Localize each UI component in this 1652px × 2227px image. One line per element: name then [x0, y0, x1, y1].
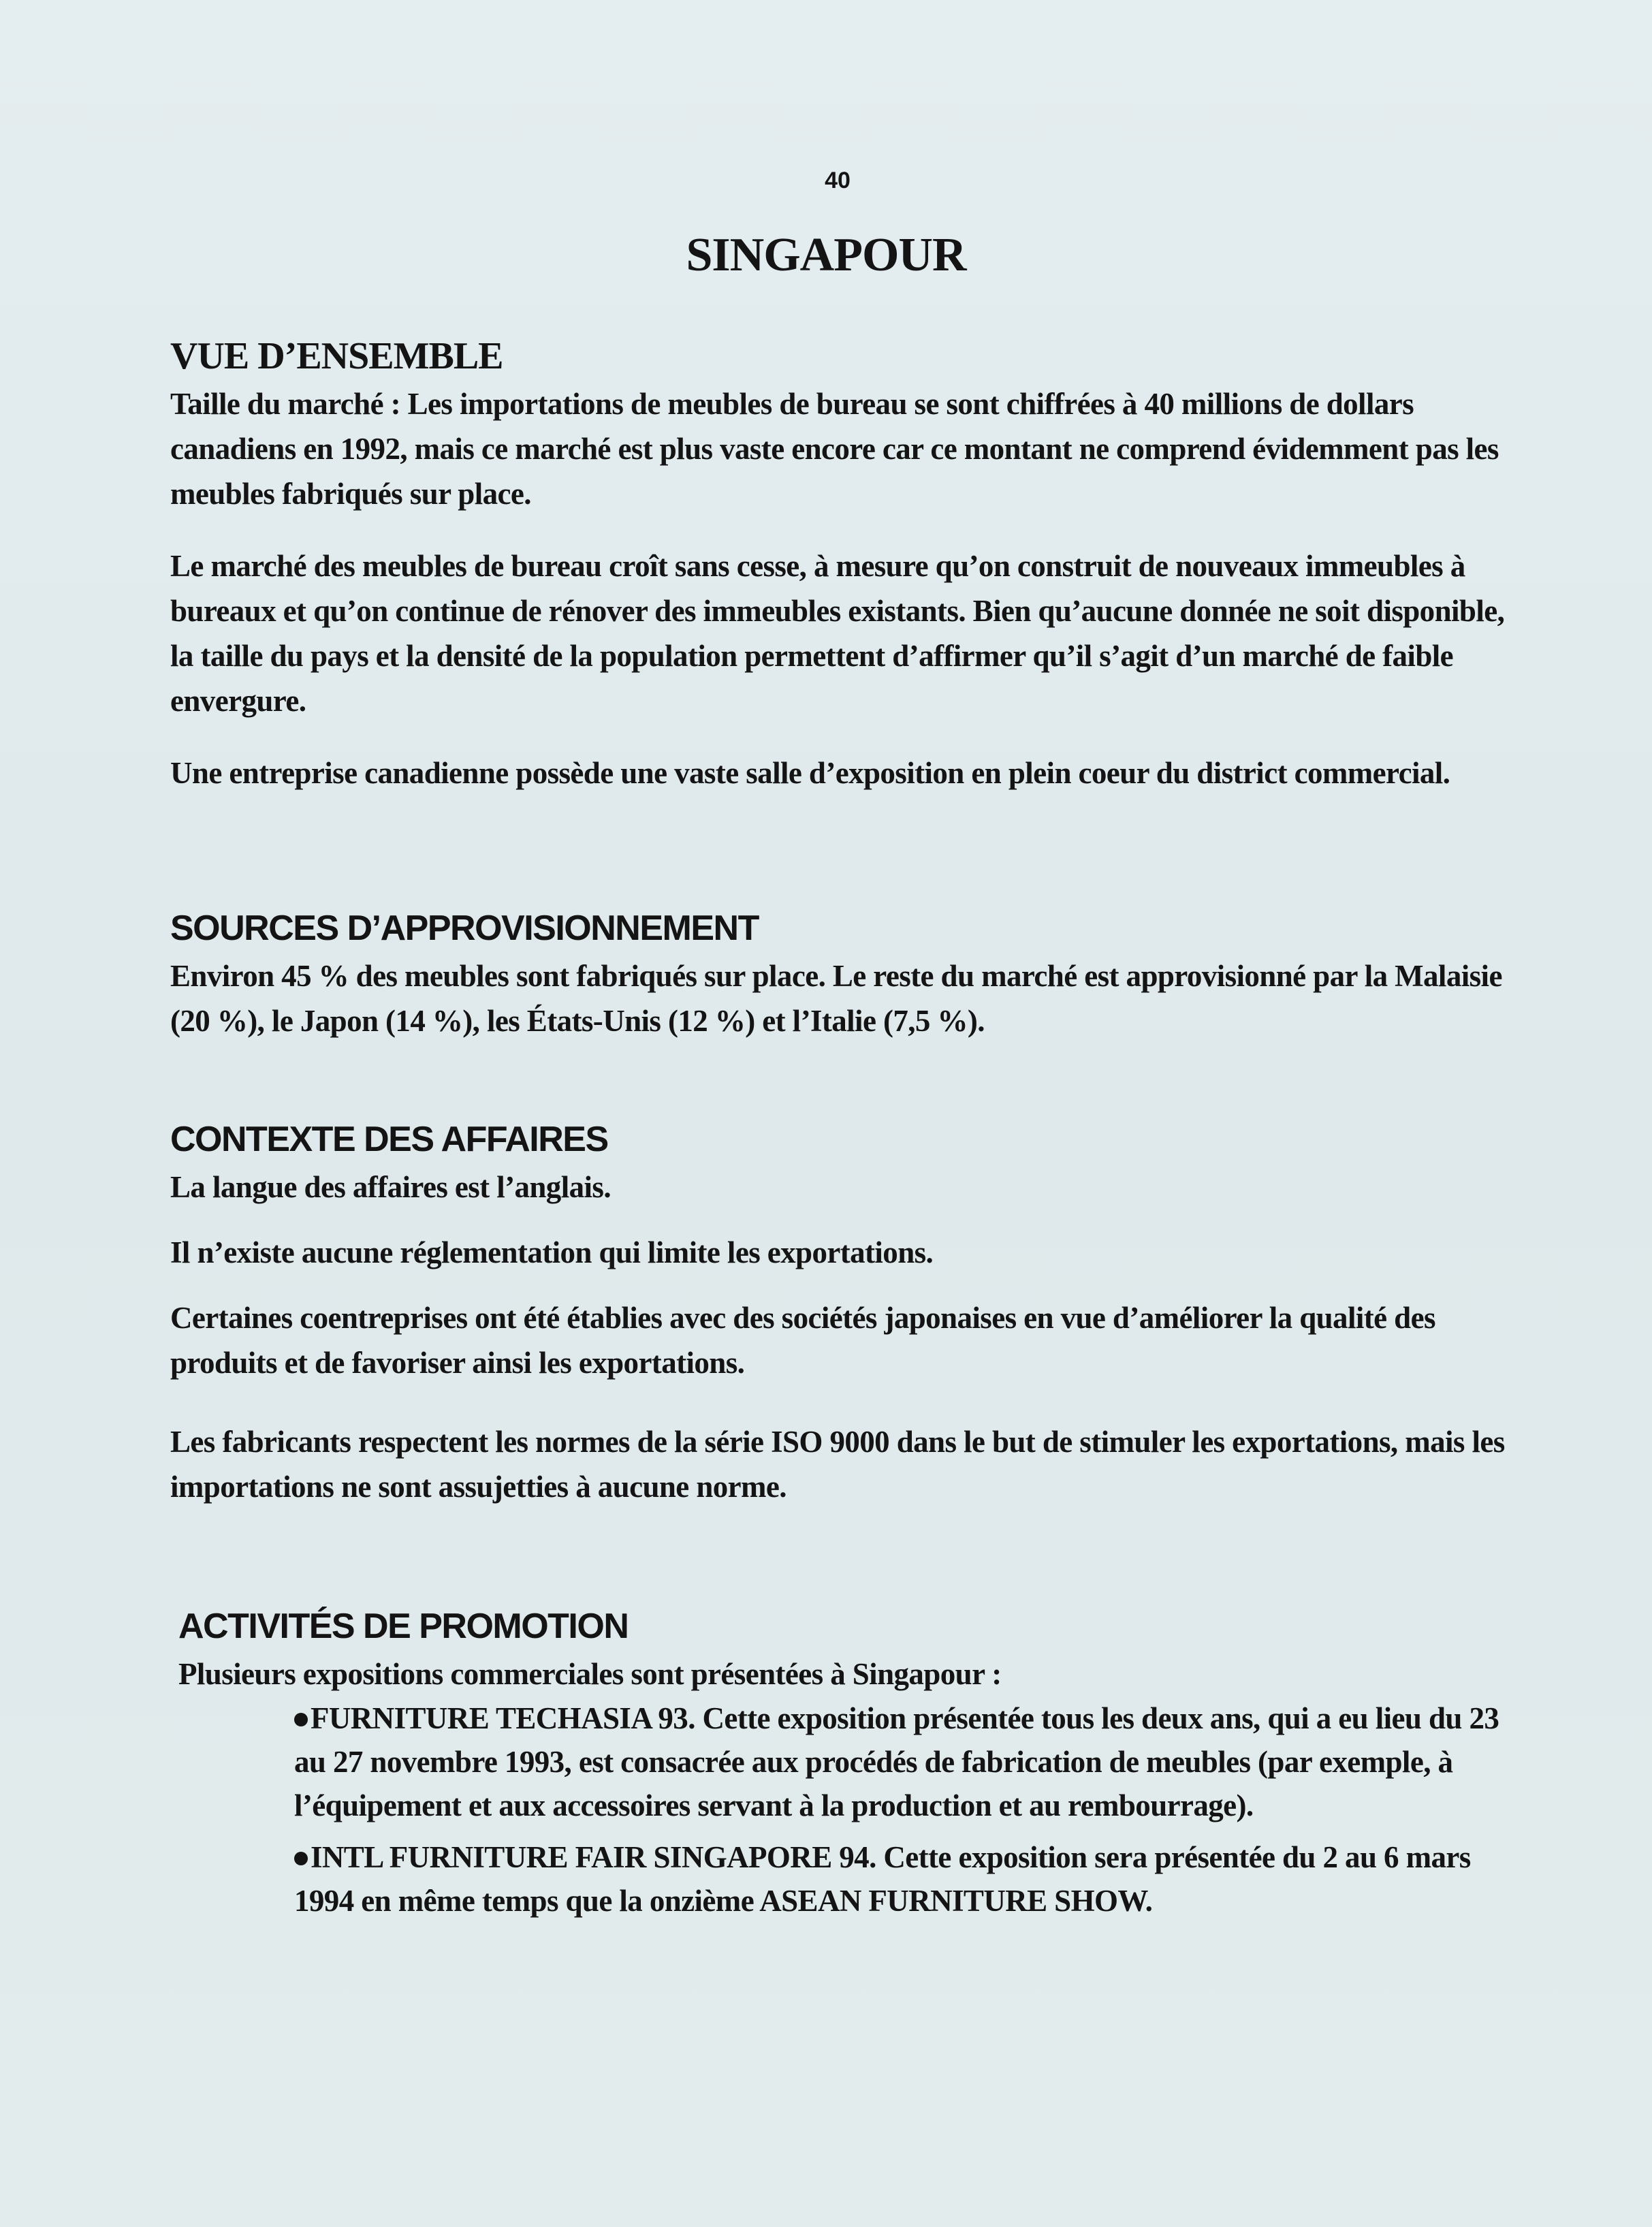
- overview-paragraph-1: Taille du marché : Les importations de meubles de bureau se sont chiffrées à 40 millions de dollars canadiens en 1992, mais ce marché est plus vaste encore car ce montant ne comprend évidemment pas les meubles fabriqués sur place.: [170, 387, 1499, 511]
- promotion-intro: Plusieurs expositions commerciales sont présentées à Singapour :: [178, 1657, 1002, 1691]
- promotion-bullet-1: [294, 1696, 1527, 1827]
- section-business: [170, 1117, 1519, 1536]
- section-promotion: [178, 1604, 1527, 1923]
- business-paragraph-2: Il n’existe aucune réglementation qui limite les exportations.: [170, 1235, 934, 1269]
- bullet-lead: INTL FURNITURE FAIR SINGAPORE 94: [311, 1840, 870, 1874]
- bullet-text: . Cette exposition sera présentée du 2 au 6 mars 1994 en même temps que la onzième ASEAN FURNITURE SHOW.: [294, 1840, 1471, 1918]
- bullet-text: . Cette exposition présentée tous les deux ans, qui a eu lieu du 23 au 27 novembre 1993, est consacrée aux procédés de fabrication de meubles (par exemple, à l’équipement et aux accessoires servant à la production et au rembourrage).: [294, 1701, 1499, 1822]
- sources-paragraph-1: Environ 45 % des meubles sont fabriqués sur place. Le reste du marché est approvisionné par la Malaisie (20 %), le Japon (14 %), les États-Unis (12 %) et l’Italie (7,5 %).: [170, 959, 1502, 1038]
- bullet-lead: FURNITURE TECHASIA 93: [311, 1701, 688, 1735]
- section-heading-business: CONTEXTE DES AFFAIRES: [170, 1120, 608, 1159]
- bullet-icon: [294, 1852, 308, 1865]
- section-heading-sources: SOURCES D’APPROVISIONNEMENT: [170, 909, 759, 948]
- business-paragraph-3: Certaines coentreprises ont été établies avec des sociétés japonaises en vue d’améliorer la qualité des produits et de favoriser ainsi les exportations.: [170, 1301, 1435, 1380]
- business-paragraph-1: La langue des affaires est l’anglais.: [170, 1170, 611, 1204]
- section-sources: [170, 906, 1519, 1071]
- section-heading-overview: VUE D’ENSEMBLE: [170, 335, 503, 377]
- business-paragraph-4: Les fabricants respectent les normes de la série ISO 9000 dans le but de stimuler les exportations, mais les importations ne sont assujetties à aucune norme.: [170, 1425, 1505, 1504]
- document-title: SINGAPOUR: [686, 229, 966, 281]
- section-overview: [170, 334, 1519, 823]
- promotion-bullet-2: [294, 1835, 1527, 1923]
- overview-paragraph-2: Le marché des meubles de bureau croît sans cesse, à mesure qu’on construit de nouveaux immeubles à bureaux et qu’on continue de rénover des immeubles existants. Bien qu’aucune donnée ne soit disponible, la taille du pays et la densité de la population permettent d’affirmer qu’il s’agit d’un marché de faible envergure.: [170, 549, 1505, 718]
- page-number: 40: [825, 168, 851, 193]
- overview-paragraph-3: Une entreprise canadienne possède une vaste salle d’exposition en plein coeur du district commercial.: [170, 756, 1450, 790]
- bullet-icon: [294, 1713, 308, 1726]
- section-heading-promotion: ACTIVITÉS DE PROMOTION: [178, 1607, 629, 1646]
